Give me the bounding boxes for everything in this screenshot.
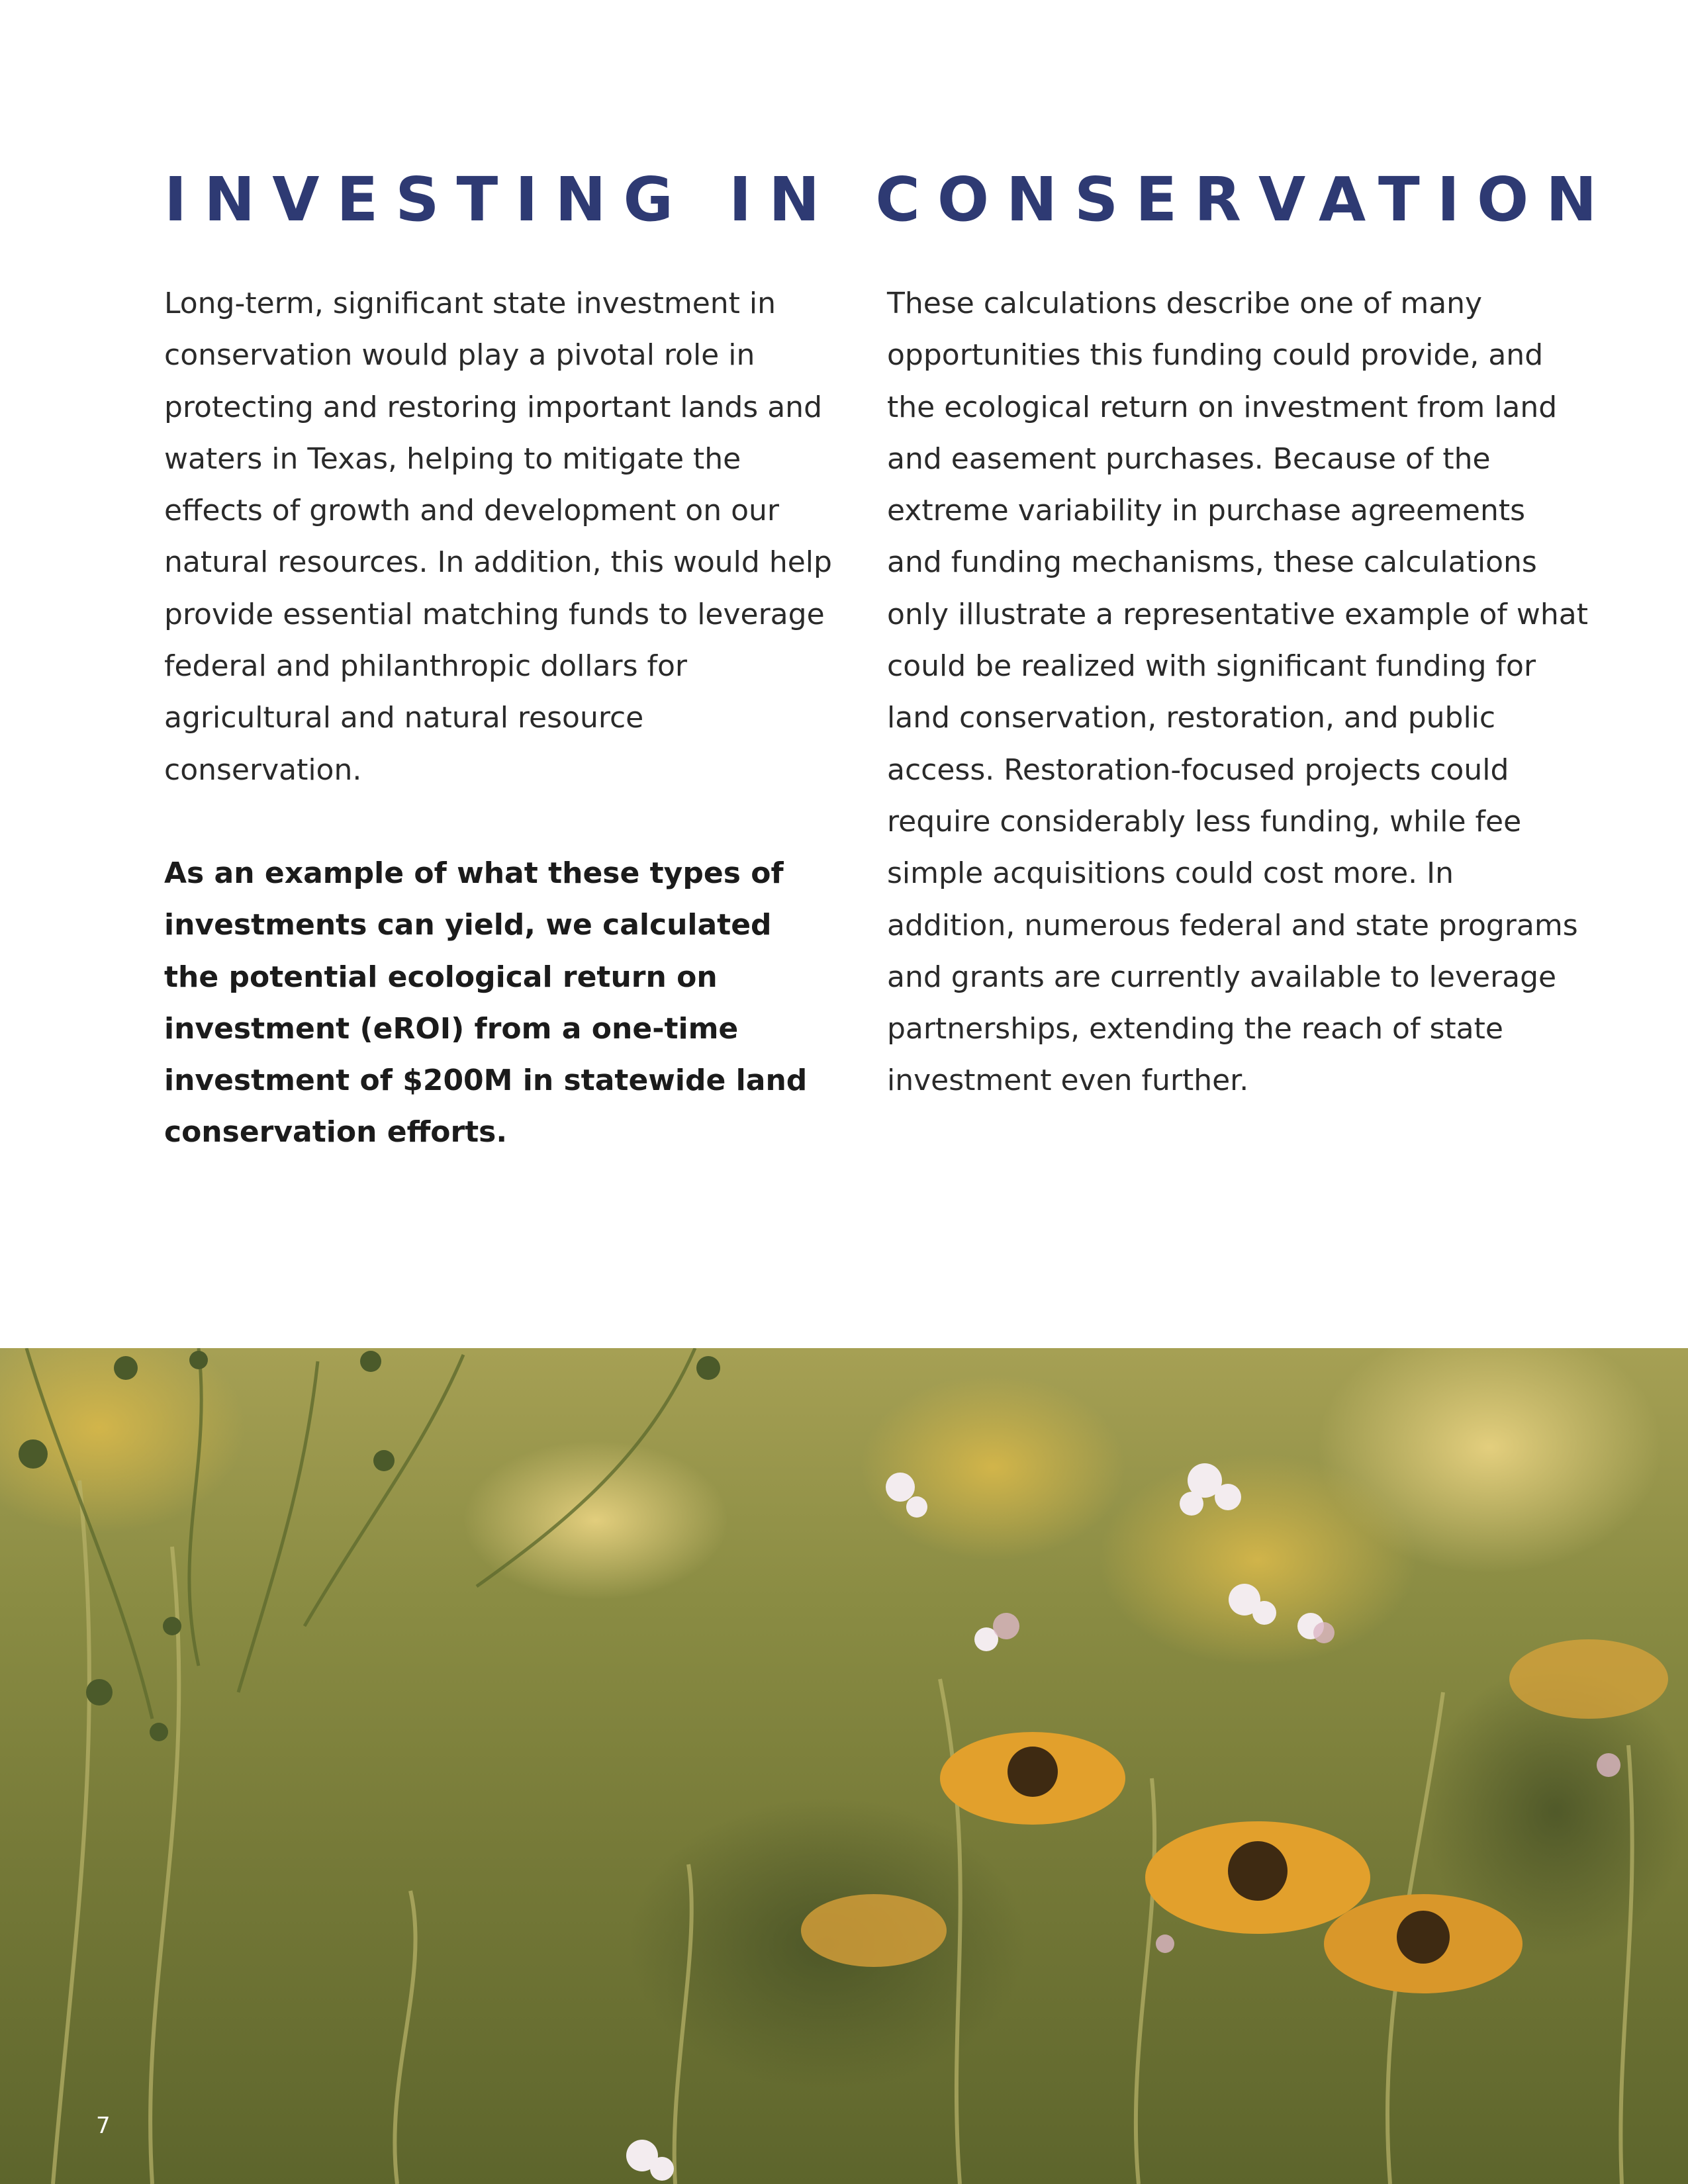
right-column bbox=[887, 278, 1589, 1107]
intro-paragraph: Long-term, significant state investment in conservation would play a pivotal role in protecting and restoring important lands and waters in Texas, helping to mitigate the effects of growth and development on our natural resources. In addition, this would help provide essential matching funds to leverage federal and philanthropic dollars for agricultural and natural resource conservation. bbox=[164, 287, 832, 787]
wildflower-meadow-photo bbox=[0, 1348, 1688, 2184]
wildflower-meadow-illustration bbox=[0, 1348, 1688, 2184]
left-column bbox=[164, 278, 833, 1159]
eroi-highlight-paragraph: As an example of what these types of investments can yield, we calculated the potential ecological return on investment (eROI) from a one-time investment of $200M in statewide land conservation efforts. bbox=[164, 856, 808, 1150]
page-number: 7 bbox=[96, 2113, 111, 2139]
page-title: INVESTING IN CONSERVATION bbox=[164, 164, 1615, 235]
calculations-paragraph: These calculations describe one of many opportunities this funding could provide, and the ecological return on investment from land and easement purchases. Because of the extreme variability in purchase agreements and funding mechanisms, these calculations only illustrate a representative example of what could be realized with significant funding for land conservation, restoration, and public access. Restoration-focused projects could require considerably less funding, while fee simple acquisitions could cost more. In addition, numerous federal and state programs and grants are currently available to leverage partnerships, extending the reach of state investment even further. bbox=[887, 287, 1588, 1098]
